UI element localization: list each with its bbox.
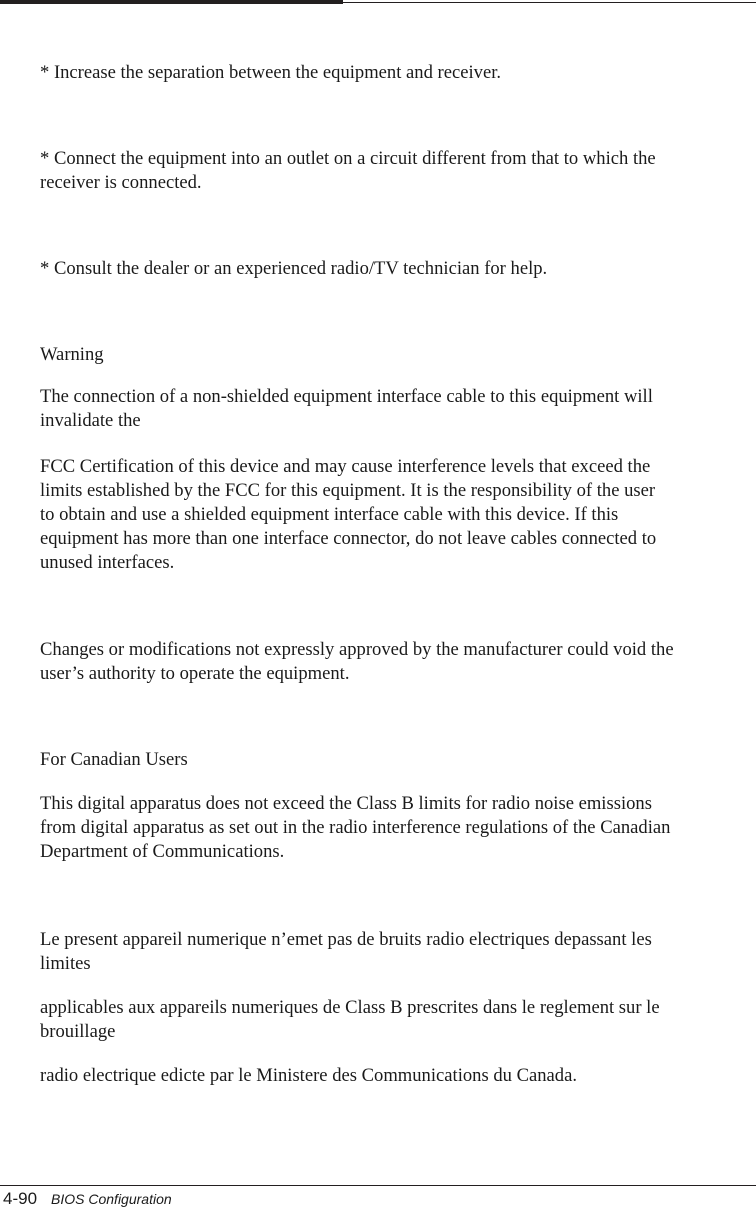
changes-line: Changes or modifications not expressly approved by the manufacturer could void the xyxy=(40,639,674,660)
canadian-heading: For Canadian Users xyxy=(40,749,188,770)
warning-line: The connection of a non-shielded equipment interface cable to this equipment will xyxy=(40,386,653,407)
canadian-french-line: radio electrique edicte par le Ministere des Communications du Canada. xyxy=(40,1065,577,1086)
canadian-french-line: applicables aux appareils numeriques de Class B prescrites dans le reglement sur le xyxy=(40,997,660,1018)
canadian-french-line: brouillage xyxy=(40,1021,116,1042)
canadian-french-line: Le present appareil numerique n’emet pas de bruits radio electriques depassant les xyxy=(40,929,652,950)
bullet-outlet-cont: receiver is connected. xyxy=(40,172,202,193)
warning-heading: Warning xyxy=(40,344,104,365)
page-footer xyxy=(3,1189,172,1209)
header-rule-thick xyxy=(0,0,343,4)
warning-line: to obtain and use a shielded equipment interface cable with this device. If this xyxy=(40,504,619,525)
warning-line: equipment has more than one interface connector, do not leave cables connected to xyxy=(40,528,657,549)
canadian-english-line: from digital apparatus as set out in the radio interference regulations of the Canadian xyxy=(40,817,671,838)
bullet-separation: * Increase the separation between the equipment and receiver. xyxy=(40,62,502,83)
footer-rule xyxy=(0,1185,756,1186)
warning-line: FCC Certification of this device and may cause interference levels that exceed the xyxy=(40,456,651,477)
section-name: BIOS Configuration xyxy=(51,1191,172,1207)
page-number: 4-90 xyxy=(3,1189,38,1208)
canadian-french-line: limites xyxy=(40,953,91,974)
warning-line: invalidate the xyxy=(40,410,141,431)
canadian-english-line: This digital apparatus does not exceed the Class B limits for radio noise emissions xyxy=(40,793,652,814)
header-rule-thin xyxy=(343,2,756,3)
canadian-english-line: Department of Communications. xyxy=(40,841,285,862)
bullet-outlet: * Connect the equipment into an outlet on a circuit different from that to which the xyxy=(40,148,656,169)
warning-line: unused interfaces. xyxy=(40,552,175,573)
warning-line: limits established by the FCC for this equipment. It is the responsibility of the user xyxy=(40,480,656,501)
changes-line: user’s authority to operate the equipment. xyxy=(40,663,350,684)
bullet-consult: * Consult the dealer or an experienced radio/TV technician for help. xyxy=(40,258,548,279)
